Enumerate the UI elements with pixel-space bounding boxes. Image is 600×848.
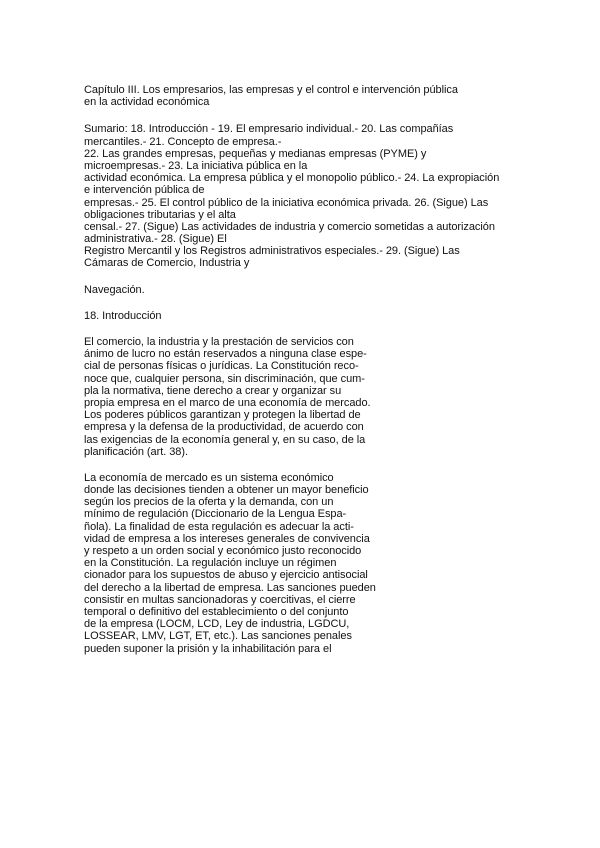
summary-line: mercantiles.- 21. Concepto de empresa.- xyxy=(84,135,282,148)
paragraph-line: y respeto a un orden social y económico justo reconocido xyxy=(84,545,362,557)
paragraph-line: vidad de empresa a los intereses generales de convivencia xyxy=(84,532,370,545)
paragraph-line: noce que, cualquier persona, sin discriminación, que cum- xyxy=(84,372,365,385)
summary-line: Cámaras de Comercio, Industria y xyxy=(84,257,250,270)
paragraph-line: mínimo de regulación (Diccionario de la Lengua Espa- xyxy=(84,508,347,521)
paragraph-line: de la empresa (LOCM, LCD, Ley de industria, LGDCU, xyxy=(84,618,350,631)
summary-line: microempresas.- 23. La iniciativa pública en la xyxy=(84,159,308,172)
paragraph-line: propia empresa en el marco de una economía de mercado. xyxy=(84,396,371,409)
chapter-title xyxy=(84,84,524,108)
paragraph-line: cial de personas físicas o jurídicas. La Constitución reco- xyxy=(84,360,359,373)
section-heading xyxy=(84,310,524,322)
summary-line: Sumario: 18. Introducción - 19. El empresario individual.- 20. Las compañías xyxy=(84,123,454,136)
paragraph-2 xyxy=(84,472,524,655)
paragraph-1 xyxy=(84,336,524,458)
summary-line: obligaciones tributarias y el alta xyxy=(84,208,236,221)
section-heading-line: 18. Introducción xyxy=(84,309,162,322)
paragraph-line: temporal o definitivo del establecimiento o del conjunto xyxy=(84,605,349,618)
paragraph-line: las exigencias de la economía general y, en su caso, de la xyxy=(84,433,366,446)
paragraph-line: ñola). La finalidad de esta regulación es adecuar la acti- xyxy=(84,520,354,533)
summary xyxy=(84,123,524,269)
summary-line: e intervención pública de xyxy=(84,184,205,197)
paragraph-line: según los precios de la oferta y la demanda, con un xyxy=(84,496,334,509)
paragraph-line: consistir en multas sancionadoras y coercitivas, el cierre xyxy=(84,593,356,606)
summary-line: 22. Las grandes empresas, pequeñas y medianas empresas (PYME) y xyxy=(84,147,427,160)
document-page xyxy=(84,84,524,655)
navigation-text xyxy=(84,284,524,296)
summary-line: censal.- 27. (Sigue) Las actividades de industria y comercio sometidas a autorización xyxy=(84,220,495,233)
navigation-line: Navegación. xyxy=(84,283,145,296)
paragraph-line: El comercio, la industria y la prestación de servicios con xyxy=(84,336,354,348)
paragraph-line: Los poderes públicos garantizan y protegen la libertad de xyxy=(84,409,361,422)
paragraph-line: La economía de mercado es un sistema económico xyxy=(84,471,334,484)
paragraph-line: LOSSEAR, LMV, LGT, ET, etc.). Las sanciones penales xyxy=(84,630,352,643)
chapter-title-line: en la actividad económica xyxy=(84,96,210,109)
paragraph-line: del derecho a la libertad de empresa. Las sanciones pueden xyxy=(84,581,376,594)
summary-line: administrativa.- 28. (Sigue) El xyxy=(84,233,227,246)
paragraph-line: en la Constitución. La regulación incluye un régimen xyxy=(84,557,337,570)
summary-line: empresas.- 25. El control público de la iniciativa económica privada. 26. (Sigue) Las xyxy=(84,196,489,209)
summary-line: Registro Mercantil y los Registros administrativos especiales.- 29. (Sigue) Las xyxy=(84,245,460,258)
chapter-title-line: Capítulo III. Los empresarios, las empresas y el control e intervención pública xyxy=(84,84,458,96)
paragraph-line: donde las decisiones tienden a obtener un mayor beneficio xyxy=(84,484,369,497)
paragraph-line: cionador para los supuestos de abuso y ejercicio antisocial xyxy=(84,569,368,582)
paragraph-line: ánimo de lucro no están reservados a ninguna clase espe- xyxy=(84,348,367,361)
paragraph-line: empresa y la defensa de la productividad, de acuerdo con xyxy=(84,421,364,434)
paragraph-line: pla la normativa, tiene derecho a crear y organizar su xyxy=(84,384,342,397)
paragraph-line: pueden suponer la prisión y la inhabilitación para el xyxy=(84,642,332,655)
summary-line: actividad económica. La empresa pública y el monopolio público.- 24. La expropiación xyxy=(84,172,500,185)
paragraph-line: planificación (art. 38). xyxy=(84,445,188,458)
